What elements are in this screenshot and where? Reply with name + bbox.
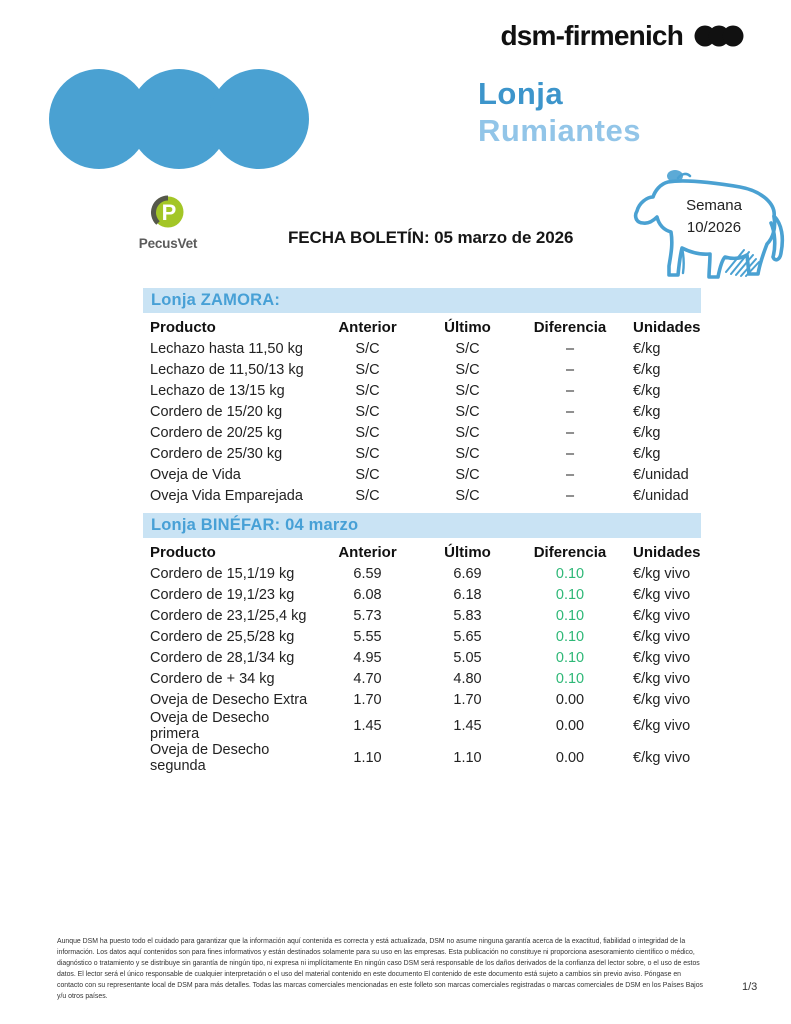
fecha-boletin: FECHA BOLETÍN: 05 marzo de 2026 bbox=[288, 228, 574, 247]
table-header-row bbox=[143, 316, 701, 338]
cell-ultimo: S/C bbox=[455, 340, 480, 357]
table-row bbox=[143, 443, 701, 464]
cell-unidades: €/kg bbox=[633, 424, 661, 441]
cell-ultimo: 6.69 bbox=[453, 565, 482, 582]
pecusvet-label: PecusVet bbox=[138, 236, 198, 251]
cell-diferencia: – bbox=[565, 445, 575, 462]
table-row bbox=[143, 359, 701, 380]
svg-text:P: P bbox=[161, 200, 177, 225]
cell-ultimo: S/C bbox=[455, 466, 480, 483]
cell-anterior: S/C bbox=[355, 403, 380, 420]
page-number: 1/3 bbox=[742, 981, 758, 993]
cell-ultimo: 1.45 bbox=[453, 718, 482, 734]
price-table-binefar bbox=[143, 541, 701, 774]
column-header: Diferencia bbox=[533, 543, 607, 561]
cell-ultimo: S/C bbox=[455, 445, 480, 462]
cell-ultimo: S/C bbox=[455, 487, 480, 504]
cell-unidades: €/unidad bbox=[633, 487, 689, 504]
cell-ultimo: 1.70 bbox=[453, 691, 482, 708]
cell-anterior: 1.70 bbox=[353, 691, 382, 708]
cell-ultimo: 1.10 bbox=[453, 750, 482, 766]
cell-unidades: €/kg vivo bbox=[633, 750, 691, 766]
column-header: Diferencia bbox=[533, 318, 607, 336]
cell-diferencia: – bbox=[565, 403, 575, 420]
column-header: Unidades bbox=[633, 543, 701, 561]
cell-anterior: 1.45 bbox=[353, 718, 382, 734]
footer-disclaimer: Aunque DSM ha puesto todo el cuidado para garantizar que la información aquí contenida es correcta y está actualizada, DSM no asume ninguna garantía acerca de la exactitud, fiabilidad o integridad de la información. Los datos aquí contenidos son para fines informativos y están destinados solamente para su uso en las empresas. Esta publicación no constituye ni proporciona asesoramiento científico o médico, diagnóstico o tratamiento y se distribuye sin garantía de ningún tipo, ni expresa ni implícitamente En ningún caso DSM será responsable de los daños derivados de la confianza del lector sobre, o el uso de estos datos. El lector será el único responsable de cualquier interpretación o el uso del material contenido en este documento El contenido de este documento está sujeto a cambios sin previo aviso. Póngase en contacto con su representante local de DSM para más detalles. Todas las marcas comerciales mencionadas en este folleto son marcas comerciales registradas o marcas comerciales de DSM en los Países Bajos y/u otros países. bbox=[57, 938, 703, 1001]
table-row bbox=[143, 485, 701, 506]
cell-unidades: €/kg bbox=[633, 403, 661, 420]
table-row bbox=[143, 584, 701, 605]
cell-producto: Cordero de 25,5/28 kg bbox=[150, 628, 295, 645]
cell-ultimo: 4.80 bbox=[453, 670, 482, 687]
cell-diferencia: 0.10 bbox=[555, 607, 585, 624]
cell-diferencia: 0.10 bbox=[555, 670, 585, 687]
cell-diferencia: 0.10 bbox=[555, 628, 585, 645]
cell-producto: Cordero de 28,1/34 kg bbox=[150, 649, 295, 666]
table-title: Lonja BINÉFAR: 04 marzo bbox=[143, 513, 701, 538]
cell-anterior: 6.59 bbox=[353, 565, 382, 582]
cell-anterior: 4.95 bbox=[353, 649, 382, 666]
cell-producto: Oveja Vida Emparejada bbox=[150, 487, 303, 504]
cell-unidades: €/kg bbox=[633, 361, 661, 378]
cell-anterior: S/C bbox=[355, 340, 380, 357]
cell-anterior: 1.10 bbox=[353, 750, 382, 766]
cell-diferencia: – bbox=[565, 340, 575, 357]
cell-anterior: S/C bbox=[355, 487, 380, 504]
pecusvet-logo bbox=[134, 195, 202, 251]
cell-anterior: S/C bbox=[355, 424, 380, 441]
table-row bbox=[143, 422, 701, 443]
column-header: Producto bbox=[150, 318, 216, 336]
column-header: Anterior bbox=[338, 543, 397, 561]
cell-producto: Lechazo de 13/15 kg bbox=[150, 382, 285, 399]
cell-unidades: €/kg bbox=[633, 382, 661, 399]
cell-diferencia: – bbox=[565, 361, 575, 378]
table-row bbox=[143, 563, 701, 584]
cell-unidades: €/unidad bbox=[633, 466, 689, 483]
table-header-row bbox=[143, 541, 701, 563]
column-header: Último bbox=[444, 543, 491, 561]
cell-producto: Oveja de Desecho segunda bbox=[150, 742, 270, 774]
cell-anterior: S/C bbox=[355, 361, 380, 378]
cell-anterior: 5.55 bbox=[353, 628, 382, 645]
cell-anterior: 6.08 bbox=[353, 586, 382, 603]
column-header: Último bbox=[444, 318, 491, 336]
cell-diferencia: 0.00 bbox=[555, 750, 585, 766]
cell-diferencia: 0.10 bbox=[555, 649, 585, 666]
cell-producto: Lechazo de 11,50/13 kg bbox=[150, 361, 304, 378]
cell-ultimo: 5.83 bbox=[453, 607, 482, 624]
table-row bbox=[143, 689, 701, 710]
cell-ultimo: 6.18 bbox=[453, 586, 482, 603]
cow-ear bbox=[667, 170, 683, 182]
dsm-firmenich-logo bbox=[500, 20, 745, 52]
cell-ultimo: S/C bbox=[455, 424, 480, 441]
table-row bbox=[143, 668, 701, 689]
price-table-zamora bbox=[143, 316, 701, 506]
table-row bbox=[143, 464, 701, 485]
cell-producto: Cordero de 20/25 kg bbox=[150, 424, 283, 441]
cell-anterior: S/C bbox=[355, 466, 380, 483]
week-badge-line2: 10/2026 bbox=[686, 219, 742, 236]
cow-sketch-icon bbox=[630, 160, 790, 288]
cell-unidades: €/kg vivo bbox=[633, 670, 691, 687]
cell-unidades: €/kg vivo bbox=[633, 718, 691, 734]
cell-producto: Oveja de Vida bbox=[150, 466, 241, 483]
table-row bbox=[143, 626, 701, 647]
page-title-line2: Rumiantes bbox=[478, 112, 641, 148]
cell-anterior: S/C bbox=[355, 382, 380, 399]
page-title bbox=[478, 76, 641, 149]
cell-diferencia: – bbox=[565, 466, 575, 483]
cell-producto: Cordero de + 34 kg bbox=[150, 670, 275, 687]
cell-anterior: S/C bbox=[355, 445, 380, 462]
table-row bbox=[143, 647, 701, 668]
cell-anterior: 5.73 bbox=[353, 607, 382, 624]
cell-diferencia: – bbox=[565, 382, 575, 399]
cell-ultimo: S/C bbox=[455, 382, 480, 399]
page-title-line1: Lonja bbox=[478, 76, 564, 111]
table-row bbox=[143, 401, 701, 422]
cell-diferencia: – bbox=[565, 424, 575, 441]
cell-producto: Cordero de 25/30 kg bbox=[150, 445, 283, 462]
table-row bbox=[143, 710, 701, 742]
cell-diferencia: – bbox=[565, 487, 575, 504]
cell-ultimo: 5.65 bbox=[453, 628, 482, 645]
cell-producto: Lechazo hasta 11,50 kg bbox=[150, 340, 303, 357]
cell-diferencia: 0.10 bbox=[555, 586, 585, 603]
cell-unidades: €/kg vivo bbox=[633, 607, 691, 624]
table-row bbox=[143, 605, 701, 626]
cell-producto: Oveja de Desecho primera bbox=[150, 710, 270, 742]
cell-producto: Cordero de 15/20 kg bbox=[150, 403, 283, 420]
cell-unidades: €/kg bbox=[633, 445, 661, 462]
cell-producto: Oveja de Desecho Extra bbox=[150, 691, 308, 708]
three-blue-circles-icon bbox=[48, 68, 310, 170]
lonja-zamora-section bbox=[143, 288, 701, 506]
three-dots-icon bbox=[693, 24, 745, 48]
cell-diferencia: 0.10 bbox=[555, 565, 585, 582]
pecusvet-icon bbox=[151, 195, 185, 229]
cell-producto: Cordero de 19,1/23 kg bbox=[150, 586, 295, 603]
table-row bbox=[143, 380, 701, 401]
cell-unidades: €/kg vivo bbox=[633, 691, 691, 708]
cell-unidades: €/kg vivo bbox=[633, 649, 691, 666]
cell-unidades: €/kg vivo bbox=[633, 586, 691, 603]
lonja-binefar-section bbox=[143, 513, 701, 774]
week-badge-line1: Semana bbox=[686, 197, 742, 214]
column-header: Producto bbox=[150, 543, 216, 561]
cell-unidades: €/kg vivo bbox=[633, 565, 691, 582]
cell-diferencia: 0.00 bbox=[555, 691, 585, 708]
column-header: Unidades bbox=[633, 318, 701, 336]
cell-producto: Cordero de 15,1/19 kg bbox=[150, 565, 295, 582]
cell-anterior: 4.70 bbox=[353, 670, 382, 687]
cell-ultimo: S/C bbox=[455, 403, 480, 420]
cell-ultimo: S/C bbox=[455, 361, 480, 378]
table-row bbox=[143, 338, 701, 359]
table-title: Lonja ZAMORA: bbox=[143, 288, 701, 313]
cell-unidades: €/kg bbox=[633, 340, 661, 357]
dsm-firmenich-wordmark: dsm-firmenich bbox=[500, 20, 683, 51]
cell-unidades: €/kg vivo bbox=[633, 628, 691, 645]
cell-diferencia: 0.00 bbox=[555, 718, 585, 734]
cell-ultimo: 5.05 bbox=[453, 649, 482, 666]
column-header: Anterior bbox=[338, 318, 397, 336]
cell-producto: Cordero de 23,1/25,4 kg bbox=[150, 607, 307, 624]
table-row bbox=[143, 742, 701, 774]
